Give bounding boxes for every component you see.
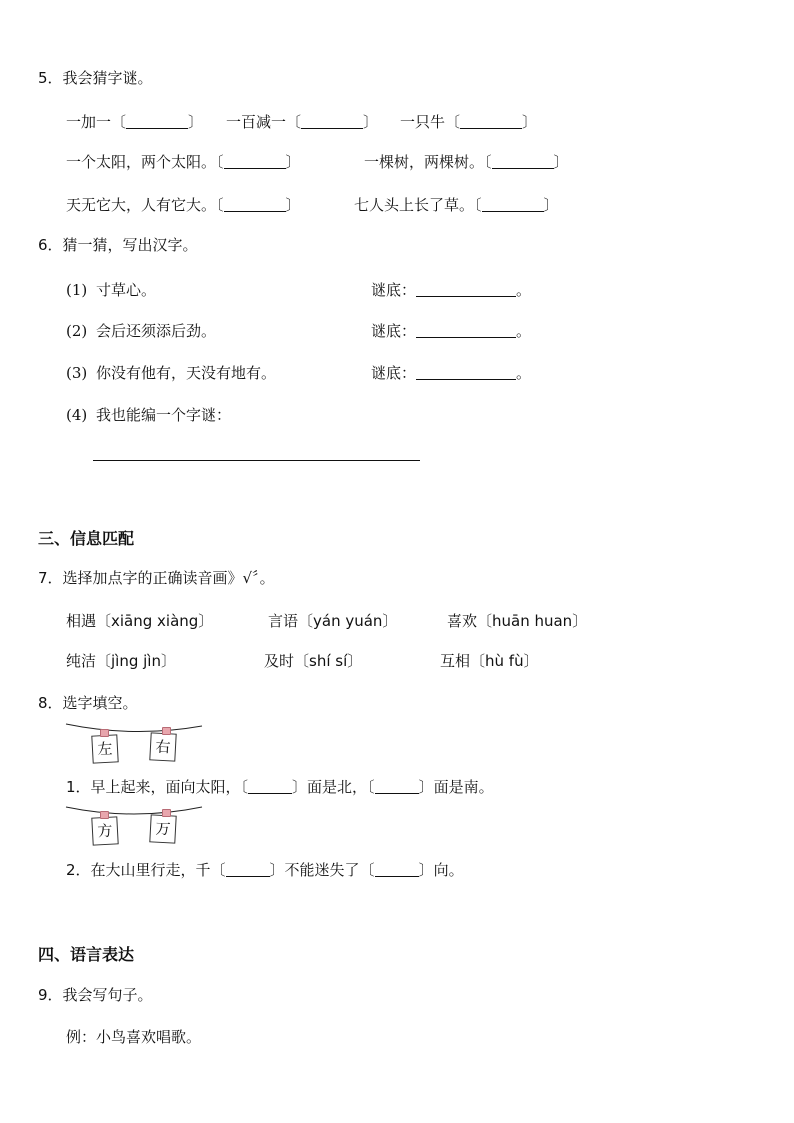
q5-row1-b <box>226 112 378 132</box>
clothespin-icon <box>162 727 171 735</box>
bracket: 〕 <box>363 113 379 131</box>
period: 。 <box>516 364 532 382</box>
riddle-text: 寸草心。 <box>96 281 157 299</box>
bracket: 〕 <box>188 113 204 131</box>
q6-title: 6．猜一猜，写出汉字。 <box>38 236 198 254</box>
q7-option[interactable]: 互相〔hù fù〕 <box>440 652 539 670</box>
clothespin-icon <box>100 729 109 737</box>
q5-row3-a <box>66 195 301 215</box>
answer-blank[interactable] <box>482 211 544 212</box>
q7-title: 7．选择加点字的正确读音画》√〞。 <box>38 569 275 587</box>
q8-sentence-1 <box>66 777 494 797</box>
riddle-text: 你没有他有，天没有地有。 <box>96 364 277 382</box>
prompt-text: 我也能编一个字谜： <box>96 406 232 424</box>
q5-row2-b <box>364 152 569 172</box>
bracket: 〕 <box>522 113 538 131</box>
q5-row1-c <box>400 112 537 132</box>
answer-blank[interactable] <box>375 876 419 877</box>
write-line[interactable] <box>93 460 420 461</box>
character-card: 右 <box>149 732 176 761</box>
string-line <box>64 803 204 825</box>
sentence-text: 〕不能迷失了〔 <box>269 861 375 879</box>
string-line <box>64 722 204 744</box>
q5-row1-a <box>66 112 203 132</box>
character-card: 方 <box>91 816 118 845</box>
item-number: (1) <box>66 281 88 299</box>
q7-option[interactable]: 相遇〔xiāng xiàng〕 <box>66 612 214 630</box>
sentence-text: 〕面是南。 <box>418 778 494 796</box>
q6-answer-2 <box>371 321 531 341</box>
riddle-text: 一百减一〔 <box>226 113 302 131</box>
bracket: 〕 <box>285 153 301 171</box>
clothespin-icon <box>100 811 109 819</box>
answer-label: 谜底： <box>371 364 417 382</box>
answer-label: 谜底： <box>371 322 417 340</box>
q8-sentence-2 <box>66 860 464 880</box>
answer-blank[interactable] <box>248 793 292 794</box>
answer-blank[interactable] <box>126 128 188 129</box>
answer-blank[interactable] <box>375 793 419 794</box>
character-card: 万 <box>149 814 176 843</box>
riddle-text: 天无它大，人有它大。〔 <box>66 196 224 214</box>
q6-item-2 <box>66 321 216 341</box>
period: 。 <box>516 322 532 340</box>
q5-row3-b <box>354 195 559 215</box>
q7-option[interactable]: 及时〔shí sí〕 <box>264 652 363 670</box>
riddle-text: 一个太阳，两个太阳。〔 <box>66 153 224 171</box>
answer-blank[interactable] <box>226 876 270 877</box>
clothespin-icon <box>162 809 171 817</box>
answer-blank[interactable] <box>460 128 522 129</box>
q5-row2-a <box>66 152 301 172</box>
answer-blank[interactable] <box>416 296 516 297</box>
sentence-text: 1．早上起来，面向太阳，〔 <box>66 778 249 796</box>
q9-example: 例：小鸟喜欢唱歌。 <box>66 1028 202 1046</box>
item-number: (4) <box>66 406 88 424</box>
q8-title: 8．选字填空。 <box>38 694 138 712</box>
answer-blank[interactable] <box>416 379 516 380</box>
riddle-text: 一加一〔 <box>66 113 127 131</box>
sentence-text: 2．在大山里行走，千〔 <box>66 861 226 879</box>
q6-item-3 <box>66 363 276 383</box>
answer-blank[interactable] <box>224 168 286 169</box>
answer-label: 谜底： <box>371 281 417 299</box>
q7-option[interactable]: 喜欢〔huān huan〕 <box>447 612 588 630</box>
q5-title: 5．我会猜字谜。 <box>38 69 153 87</box>
riddle-text: 一棵树，两棵树。〔 <box>364 153 492 171</box>
item-number: (2) <box>66 322 88 340</box>
sentence-text: 〕面是北，〔 <box>292 778 375 796</box>
q7-option[interactable]: 纯洁〔jìng jìn〕 <box>66 652 176 670</box>
riddle-text: 七人头上长了草。〔 <box>354 196 482 214</box>
q6-answer-3 <box>371 363 531 383</box>
bracket: 〕 <box>285 196 301 214</box>
riddle-text: 一只牛〔 <box>400 113 461 131</box>
sentence-text: 〕向。 <box>418 861 464 879</box>
bracket: 〕 <box>543 196 559 214</box>
riddle-text: 会后还须添后劲。 <box>96 322 217 340</box>
character-card: 左 <box>91 734 118 763</box>
q9-title: 9．我会写句子。 <box>38 986 153 1004</box>
section-3-heading: 三、信息匹配 <box>38 529 135 548</box>
q6-item-4 <box>66 405 231 425</box>
answer-blank[interactable] <box>301 128 363 129</box>
section-4-heading: 四、语言表达 <box>38 945 135 964</box>
q6-item-1 <box>66 280 156 300</box>
answer-blank[interactable] <box>224 211 286 212</box>
answer-blank[interactable] <box>416 337 516 338</box>
item-number: (3) <box>66 364 88 382</box>
q7-option[interactable]: 言语〔yán yuán〕 <box>268 612 398 630</box>
q6-answer-1 <box>371 280 531 300</box>
answer-blank[interactable] <box>492 168 554 169</box>
bracket: 〕 <box>553 153 569 171</box>
period: 。 <box>516 281 532 299</box>
